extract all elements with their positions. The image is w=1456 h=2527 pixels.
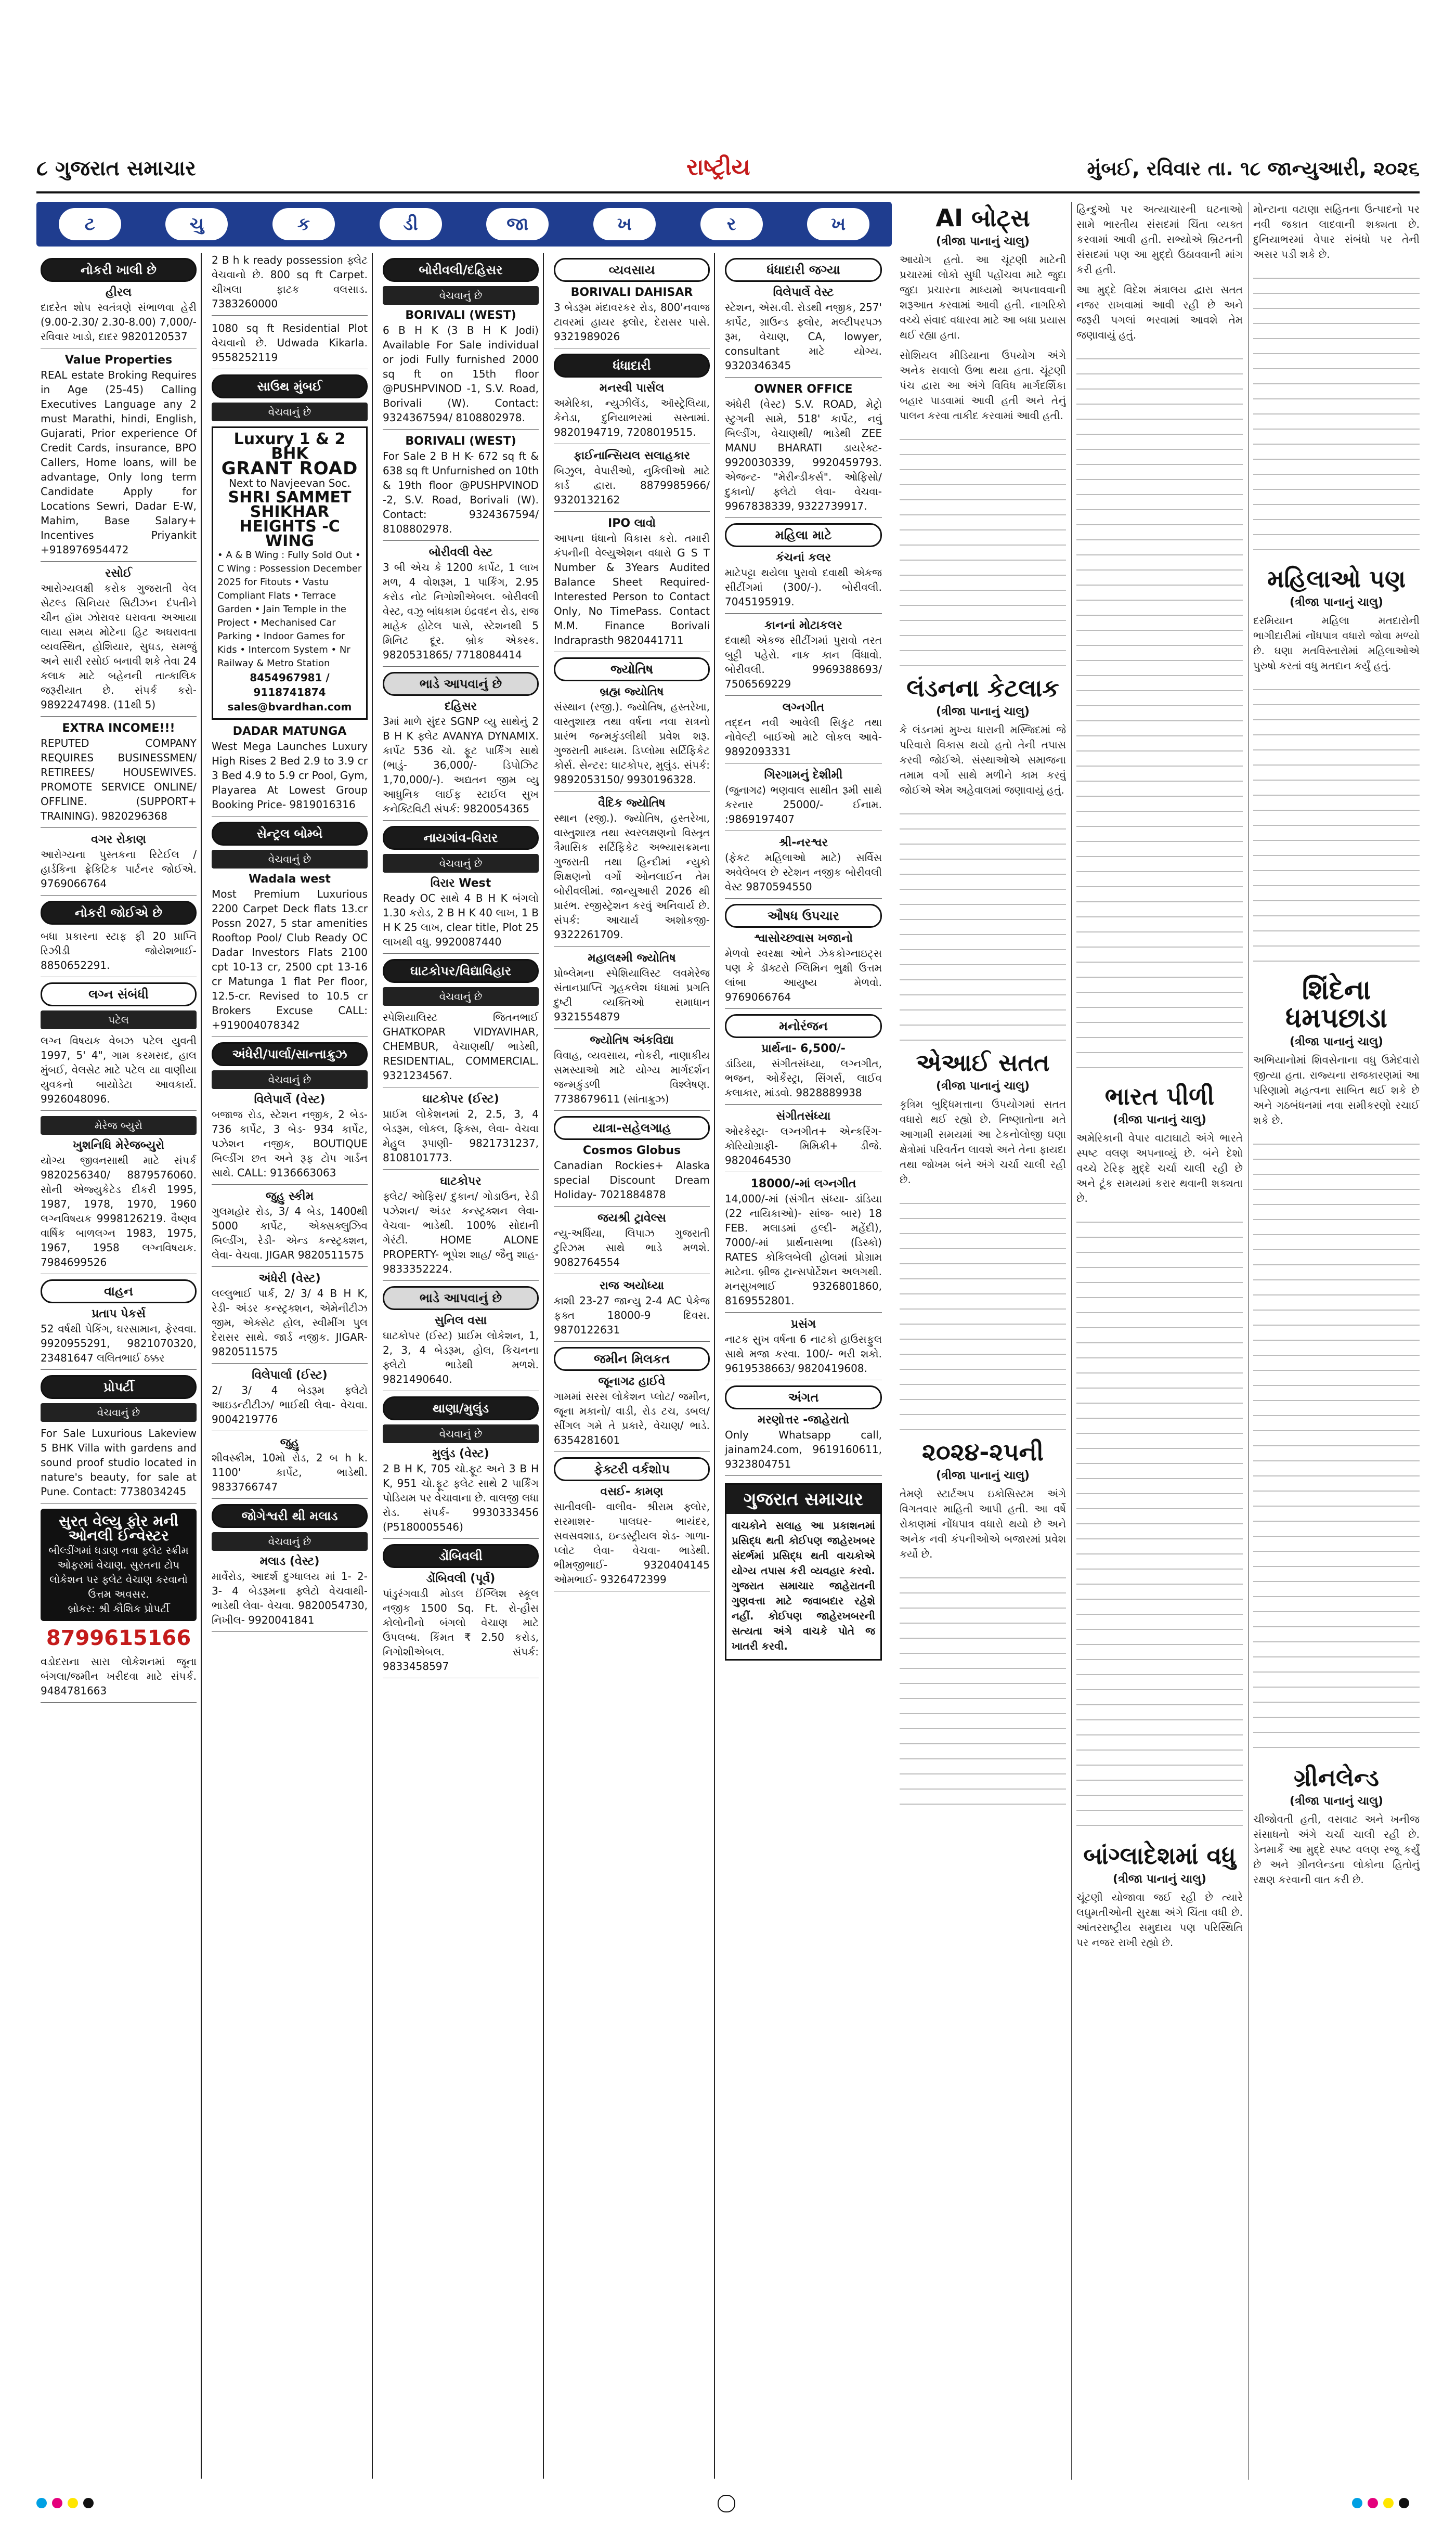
column-divider (1071, 202, 1072, 2480)
story-body-text (900, 429, 1066, 668)
ad-title: બ્રહ્મ જ્યોતિષ (600, 685, 664, 698)
ad-text: ડાંડિયા, સંગીતસંધ્યા, લગ્નગીત, ભજન, ઓર્કેસ્ટ્રા, સિંગર્સ, લાઈવ કલાકાર, માંડવો. 9828889938 (725, 1056, 882, 1105)
ad-text: તદ્દન નવી આવેલી સિકુટ તથા નોવેલ્ટી બાઈઓ માટે લોકલ આવે- 9892093331 (725, 715, 882, 763)
ad-title: EXTRA INCOME!!! (62, 722, 175, 735)
registration-dot (68, 2498, 78, 2508)
classified-column-5 (721, 253, 886, 2479)
story-paragraph: આ મુદ્દે વિદેશ મંત્રાલય દ્વારા સતત નજર રાખવામાં આવી રહી છે અને જરૂરી પગલાં ભરવામાં આવશે તેમ જણાવાયું હતું. (1076, 283, 1243, 341)
section-header-medical: ઔષધ ઉપચાર (725, 904, 882, 928)
ad-title: ગિરગામનું દેશીમી (764, 769, 843, 782)
ad-text: મેળવો સ્વરક્ષા ઓને ઝેકકોગ્નાઇટ્સ પણ કે ડૉક્ટરો ગ્લિમિન ભુક્ષી ઉત્તમ લાંબા આયુષ્ય મેળવો. 9769066764 (725, 946, 882, 1009)
story-headline: ભારત પીળી (1104, 1082, 1215, 1110)
ad-title: Cosmos Globus (582, 1144, 681, 1157)
ad-text: દાદરેત શોપ સ્વતંત્રણે સંભાળવા હેરી (9.00-2.30/ 2.30-8.00) 7,000/- રવિવાર ખાડો, દાદર 9820120537 (41, 300, 197, 348)
ad-text: આરોગ્યલક્ષી કરોક ગુજરાતી વેલ સેટલ્ડ સિનિયર સિટીઝન દંપતીને ચીન હૉમ ઝોરાવર ઘરાવતા અઆયા લાયા સમય મોટેના હિટ અઘરાવતા વ્યવસ્થિત, હોશિયાર, સુઘડ, સમજું અને સારી રસોઈ બનાવી શકે તેવા 24 કલાક માટે બહેનની તાત્કાલિક જરૂરીયાત છે. સંપર્ક કરો- 9892247498. (11થી 5) (41, 581, 197, 717)
story-body-text (1253, 679, 1420, 970)
ad-title: BORIVALI (WEST) (405, 435, 516, 448)
ad-title: વિલેપાર્લા (ઈસ્ટ) (252, 1369, 328, 1382)
registration-dot (83, 2498, 94, 2508)
column-divider (1248, 202, 1249, 2480)
reader-notice (725, 1483, 882, 1661)
subsection-header: વેચવાનું છે (212, 1070, 368, 1089)
section-header-naigaon: નાયગાંવ-વિરાર (383, 826, 539, 850)
ad-title: મનસ્વી પાર્સલ (599, 382, 665, 395)
issue-date: મુંબઈ, રવિવાર તા. ૧૮ જાન્યુઆરી, ૨૦૨૬ (1087, 157, 1420, 180)
ad-text: સ્થાન (રજી.). જ્યોતિષ, હસ્તરેખા, વાસ્તુશાસ્ત્ર તથા સ્વરલક્ષણનો વિસ્તૃત ત્રૈમાસિક સર્ટિફિકેટ અભ્યાસક્રમના ગુજરાતી તથા હિન્દીમાં ન્યુકો શિક્ષણનો વર્ગો ઓનલાઈન તેમ બોરીવલીમાં. જાન્યુઆરી 2026 થી પ્રારંભ. રજીસ્ટ્રેશન કરવું અનિવાર્ય છે. સંપર્ક: આચાર્ય અશોકજી- 9322261709. (554, 811, 710, 947)
ad-text: For Sale Luxurious Lakeview 5 BHK Villa with gardens and sound proof studio located in nature's beauty, for sale at Pune. Contact: 7738034245 (41, 1426, 197, 1504)
ad-text: લગ્ન વિષયક વેબઝ પટેલ યુવતી 1997, 5' 4", ગામ કરમસદ, હાલ મુંબઈ, વેલસેટ માટે પટેલ યા વાણીયા યુવકનો બાયોડેટા આવકાર્ય. 9926048096. (41, 1033, 197, 1111)
ad-title: સુનિલ વસા (434, 1314, 487, 1327)
ad-title: પ્રતાપ પેકર્સ (92, 1307, 146, 1320)
masthead (36, 156, 1420, 192)
story-paragraph: કે લંડનમાં મુખ્ય ધારાની મસ્જિદમાં જે પરિવારો વિકાસ થયો હતો તેની તપાસ કરવી જોઈએ. સંસ્થાઓએ સમાજના તમામ વર્ગો સાથે મળીને કામ કરવું જોઈએ એમ અહેવાલમાં જણાવાયું હતું. (900, 723, 1066, 796)
section-header-wanted: નોકરી જોઈએ છે (41, 901, 197, 925)
ad-text: REPUTED COMPANY REQUIRES BUSINESSMEN/ RETIREES/ HOUSEWIVES. PROMOTE SERVICE ONLINE/ OFFLINE. (SUPPORT+ TRAINING). 9820296368 (41, 736, 197, 828)
ad-text: REAL estate Broking Requires in Age (25-45) Calling Executives Language any 2 must Marathi, hindi, English, Gujarati, Prior experience Of Credit Cards, insurance, BPO Callers, Home loans, will be advantage, Only long term Candidate Apply for Locations Sewri, Dadar E-W, Mahim, Base Salary+ Incentives Priyankit +918976954472 (41, 368, 197, 562)
registration-mark (718, 2495, 735, 2512)
story-headline: ગ્રીનલેન્ડ (1293, 1764, 1380, 1792)
story-body-text (900, 1193, 1066, 1432)
subsection-header: વેચવાનું છે (383, 286, 539, 305)
ad-title: કાનનાં મોટાકલર (764, 619, 842, 632)
story-paragraph: મોન્ટાના વટાણા સહિતના ઉત્પાદનો પર નવી જકાત લાદવાની શક્યતા છે. દુનિયાભરમાં વેપાર સંબંધો પર તેની અસર પડી શકે છે. (1253, 203, 1420, 261)
story-continued: (ત્રીજા પાનાનું ચાલુ) (1290, 1795, 1383, 1808)
story-continued: (ત્રીજા પાનાનું ચાલુ) (1113, 1113, 1206, 1126)
ad-text: 3માં માળે સુંદર SGNP વ્યુ સાથેનું 2 B H K ફ્લેટ AVANYA DYNAMIX. કાર્પેટ 536 ચો. ફૂટ પાર્કિંગ સાથે (ભાડું- 36,000/- ડિપોઝિટ 1,70,000/-). અદ્યતન જીમ વ્યુ આધુનિક લાઈફ સ્ટાઈલ સુખ કનેક્ટિવિટી સંપર્ક: 9820054365 (383, 714, 539, 821)
ad-text: Ready OC સાથે 4 B H K બંગલો 1.30 કરોડ, 2 B H K 40 લાખ, 1 B H K 25 લાખ, clear title, Plot 25 લાખથી વધુ. 9920087440 (383, 891, 539, 954)
classified-column-3 (379, 253, 544, 2479)
ad-text: પ્રોબ્લેમના સ્પેશિયાલિસ્ટ લવમેરેજ સંતાનપ્રાપ્તિ ગૃહકલેશ ધંધામાં પ્રગતિ દુષ્ટી વ્યક્તિઓ સમાધાન 9321554879 (554, 966, 710, 1029)
ad-title: શ્વાસોચ્છ્વાસ ખજાનો (754, 932, 853, 945)
subsection-header: વેચવાનું છે (41, 1403, 197, 1422)
ad-text: બિઝુલ, વેપારીઓ, નુકિલીઓ માટે કાર્ડ દ્વારા. 8879985966/ 9320132162 (554, 463, 710, 512)
ad-contact: 8454967981 / 9118741874 sales@bvardhan.com (227, 671, 352, 713)
banner-letter: ર (700, 208, 763, 240)
section-header-central-bombay: સેન્ટ્રલ બોમ્બે (212, 822, 368, 846)
ad-text: સ્પેશિયાલિસ્ટ જિતનભાઈ GHATKOPAR VIDYAVIHAR, CHEMBUR, વેચાણથી/ ભાડેથી, RESIDENTIAL, COMMERCIAL. 9321234567. (383, 1010, 539, 1087)
ad-text: દવાથી એકજ સીટીંગમાં પુરાવો તરત બુટ્ટી પહેરો. નાક કાન વિંધાવો. બોરીવલી. 9969388693/ 7506569229 (725, 633, 882, 696)
ad-title: DADAR MATUNGA (232, 725, 347, 738)
ad-title: લગ્નગીત (782, 701, 825, 714)
ad-title: BORIVALI DAHISAR (570, 286, 693, 299)
ad-title: વૈદિક જ્યોતિષ (598, 797, 666, 810)
ad-title: અંધેરી (વેસ્ટ) (258, 1272, 321, 1285)
print-color-bar (0, 2494, 1456, 2515)
ad-title: ખુશનિધિ મેરેજબ્યુરો (72, 1139, 165, 1152)
ad-text: સ્ટેશન, એસ.વી. રોડથી નજીક, 257' કાર્પેટ, ગ્રાઉન્ડ ફ્લોર, મલ્ટીપરપઝ રૂમ, વેચાણ, CA, lowyer, consultant માટે યોગ્ય. 9320346345 (725, 300, 882, 378)
ad-title: વગર રોકાણ (91, 833, 146, 846)
subsection-header: વેચવાનું છે (212, 1532, 368, 1551)
story-continued: (ત્રીજા પાનાનું ચાલુ) (936, 1469, 1030, 1482)
ad-contact: બ્રોકર: શ્રી કૌશિક પ્રોપર્ટી (68, 1602, 170, 1615)
section-header-land: જમીન મિલકત (554, 1347, 710, 1371)
ad-title: કંચનાં કલર (775, 551, 831, 564)
ad-text: 1080 sq ft Residential Plot વેચવાનો છે. Udwada Kikarla. 9558252119 (212, 321, 368, 369)
ad-title: BORIVALI (WEST) (405, 309, 516, 322)
news-section (900, 202, 1420, 2480)
ad-title: IPO લાવો (608, 517, 656, 530)
section-header-dhandho: ધંધાદારી (554, 354, 710, 378)
ad-title: Value Properties (64, 354, 173, 367)
section-header-factory: ફેક્ટરી વર્કશોપ (554, 1457, 710, 1481)
ad-title: જુહુ સ્કીમ (265, 1190, 314, 1203)
story-body-text (900, 803, 1066, 1042)
ad-title: વિલેપાર્લે (વેસ્ટ) (254, 1093, 326, 1106)
story-paragraph: કૃત્રિમ બુદ્ધિમત્તાના ઉપયોગમાં સતત વધારો થઈ રહ્યો છે. નિષ્ણાતોના મતે આગામી સમયમાં આ ટેકનોલોજી ઘણા ક્ષેત્રોમાં પરિવર્તન લાવશે અને તેના ફાયદા તથા જોખમ બંને અંગે ચર્ચા ચાલી રહી છે. (900, 1098, 1066, 1186)
section-header-property: પ્રોપર્ટી (41, 1375, 197, 1399)
subsection-header: વેચવાનું છે (383, 1424, 539, 1443)
ad-title: હીરલ (106, 286, 132, 299)
ad-title: મહાલક્ષ્મી જ્યોતિષ (588, 952, 676, 965)
banner-letter: ખ (593, 208, 656, 240)
masthead-left (36, 156, 196, 180)
ad-text: યોગ્ય જીવનસાથી માટે સંપર્ક 9820256340/ 8879576060. સોની એજ્યુકેટેડ દીકરી 1995, 1987, 1978, 1970, 1960 લગ્નવિષયક 9998126219. વૈષ્ણવ વાર્ષિક બાળલગ્ન 1983, 1975, 1967, 1958 લગ્નવિષયક. 7984699526 (41, 1153, 197, 1274)
section-header-jogeshwari: જોગેશ્વરી થી મલાડ (212, 1504, 368, 1528)
ad-text: માર્વેરોડ, આદર્શ દુગ્ધાલય માં 1- 2- 3- 4 બેડરૂમના ફ્લેટો વેચવાથી-ભાડેથી લેવા- વેચવા. 9820054730, નિખીલ- 9920041841 (212, 1569, 368, 1632)
ad-title: મુલુંડ (વેસ્ટ) (432, 1447, 489, 1460)
ad-text: ગામમાં સરસ લોકેશન પ્લોટ/ જમીન, જૂના મકાનો/ વાડી, રોડ ટચ, ડબલ/ સીંગલ ગમે તે પ્રકારે, વેચાણ/ ભાડે. 6354281601 (554, 1389, 710, 1452)
classified-column-4 (550, 253, 715, 2479)
ad-text: સાતીવલી- વાલીવ- શ્રીરામ ફ્લોર, સરમાશર- પાલઘર- ભાયંદર, સવસવશાડ, ઇન્ડસ્ટ્રીયલ શેડ- ગાળા-પ્લોટ લેવા- વેચવા- ભાડેથી. ભીમજીભાઈ- 9320404145 ઓમભાઈ- 9326472399 (554, 1499, 710, 1591)
subsection-header: વેચવાનું છે (212, 850, 368, 869)
section-header-marriage: લગ્ન સંબંધી (41, 982, 197, 1006)
ad-title: જ્યોતિષ અંકવિદ્યા (590, 1034, 674, 1047)
registration-dot (1383, 2498, 1394, 2508)
ad-text: કાશી 23-27 જાન્યુ 2-4 AC પેકેજ ફક્ત 18000-9 દિવસ. 9870122631 (554, 1293, 710, 1342)
ad-title: 18000/-માં લગ્નગીત (750, 1177, 856, 1190)
ad-text: અમેરિકા, ન્યુઝીલેંડ, ઑસ્ટ્રેલિયા, કેનેડા, દુનિયાભરમાં સસ્તામાં. 9820194719, 7208019515. (554, 396, 710, 444)
section-header-borivali: બોરીવલી/દહિસર (383, 258, 539, 282)
section-header-rent: ભાડે આપવાનું છે (383, 1286, 539, 1310)
banner-letter: જા (486, 208, 549, 240)
ad-text: આપના ધંધાનો વિકાસ કરો. તમારી કંપનીની વેલ્યુએશન વધારો G S T Number & 3Years Audited Balance Sheet Required- Interested Person to Contact Only, No TimePass. Contact M.M. Finance Borivali Indraprasth 9820441711 (554, 531, 710, 652)
ad-title: સંગીતસંધ્યા (776, 1110, 831, 1123)
subsection-header: વેચવાનું છે (212, 403, 368, 421)
page-number: ૮ (36, 156, 48, 180)
ad-title: મરણોત્તર -જાહેરાતો (757, 1414, 850, 1427)
story-continued: (ત્રીજા પાનાનું ચાલુ) (936, 235, 1030, 248)
ad-text: નાટક સુખ વર્ષના 6 નાટકો હાઉસફુલ સાથે મજા કરવા. 100/- ભરી શકો. 9619538663/ 9820419608. (725, 1332, 882, 1380)
banner-letter: ચુ (165, 208, 228, 240)
ad-features: • A & B Wing : Fully Sold Out • C Wing : Possession December 2025 for Fitouts • Vastu Compliant Flats • Terrace Garden • Jain Temple in the Project • Mechanised Car Parking • Indoor Games for Kids • Intercom System • Nr Railway & Metro Station (217, 550, 362, 669)
story-continued: (ત્રીજા પાનાનું ચાલુ) (936, 1080, 1030, 1093)
classified-banner (36, 202, 892, 247)
classified-section (36, 253, 892, 2479)
section-header-travel: યાત્રા-સહેલગાહ (554, 1116, 710, 1140)
story-paragraph: સોશિયલ મીડિયાના ઉપયોગ અંગે અનેક સવાલો ઉભા થયા હતા. ચૂંટણી પંચ દ્વારા આ અંગે વિવિધ માર્ગદર્શિકા બહાર પાડવામાં આવી હતી અને તેનું પાલન કરવા તાકીદ કરવામાં આવી હતી. (900, 349, 1066, 422)
section-header-thane: થાણા/મુલુંડ (383, 1396, 539, 1420)
story-body-text (1253, 1133, 1420, 1757)
story-paragraph: ચીજોવતી હતી, વસવાટ અને ખનીજ સંસાધનો અંગે ચર્ચા ચાલી રહી છે. ડેનમાર્કે આ મુદ્દે સ્પષ્ટ વલણ રજૂ કર્યું છે અને ગ્રીનલેન્ડના લોકોના હિતોનું રક્ષણ કરવાની વાત કરી છે. (1253, 1813, 1420, 1886)
ad-text: ફ્લેટ/ ઓફિસ/ દુકાન/ ગોડાઉન, રેડી પઝેશન/ અંડર કન્સ્ટ્રક્શન લેવા- વેચવા- ભાડેથી. 100% સોદાની ગેરંટી. HOME ALONE PROPERTY- ભૂપેશ શાહ/ જૈનુ શાહ- 9833352224. (383, 1189, 539, 1281)
ad-title: રાજ અયોધ્યા (599, 1279, 665, 1292)
ad-title: જયશ્રી ટ્રાવેલ્સ (597, 1212, 666, 1225)
ad-title: બોરીવલી વેસ્ટ (428, 546, 493, 559)
paper-name: ગુજરાત સમાચાર (55, 156, 196, 180)
section-header-ghatkopar: ઘાટકોપર/વિદ્યાવિહાર (383, 959, 539, 983)
section-title: રાષ્ટ્રીય (686, 154, 750, 180)
ad-title: દહિસર (444, 700, 477, 713)
ad-text: પાંડુરંગવાડી મોડલ ઈંગ્લિશ સ્કૂલ નજીક 1500 Sq. Ft. રો-હૌસ કોલોનીનો બંગલો વેચાણ માટે ઉપલબ્ધ. કિંમત ₹ 2.50 કરોડ, નિગોશીએબલ. સંપર્ક: 9833458597 (383, 1586, 539, 1678)
story-continued: (ત્રીજા પાનાનું ચાલુ) (1113, 1873, 1206, 1886)
notice-masthead: ગુજરાત સમાચાર (726, 1485, 880, 1514)
registration-dot (36, 2498, 47, 2508)
ad-title: વિલેપાર્લે વેસ્ટ (773, 286, 834, 299)
ad-text: બધા પ્રકારના સ્ટાફ ફી 20 પ્રાપ્તિ રિઝીડી જોયેશભાઈ- 8850652291. (41, 929, 197, 977)
ad-title: OWNER OFFICE (754, 383, 853, 396)
ad-title: શ્રી-નરશ્વર (779, 836, 828, 849)
ad-text: West Mega Launches Luxury High Rises 2 Bed 2.9 to 3.9 cr 3 Bed 4.9 to 5.9 cr Pool, Gym, Playarea At Lowest Group Booking Price- 9819016316 (212, 739, 368, 817)
ad-subtitle: Next to Navjeevan Soc. (228, 477, 350, 489)
ad-title: પ્રાર્થના- 6,500/- (761, 1042, 846, 1055)
ad-phone: 8799615166 (46, 1626, 191, 1650)
ad-text: પ્રાઈમ લોકેશનમાં 2, 2.5, 3, 4 બેડરૂમ, લોકલ, ફિક્સ, લેવા- વેચવા મેહુલ રૂપાણી- 9821731237, 8108101773. (383, 1107, 539, 1170)
ad-title: ઘાટકોપર (440, 1175, 482, 1188)
ad-text: 2 B h k ready possession ફ્લેટ વેચવાનો છે. 800 sq ft Carpet. ચીખલા ફાટક વલસાડ. 7383260000 (212, 253, 368, 316)
story-headline: મહિલાઓ પણ (1267, 565, 1406, 593)
ad-title: ફાઈનાન્સિયલ સલાહકાર (574, 449, 690, 462)
ad-text: 3 બી એચ કે 1200 કાર્પેટ, 1 લાખ મળ, 4 વોશરૂમ, 1 પાર્કિંગ, 2.95 કરોડ નોટ નિગોશીએબલ. બોરીવલી વેસ્ટ, વઝુ બાંધકામ ઇંદ્રવદન રોડ, રાજ માહેક હોટેલ પાસે, સ્ટેશનથી 5 મિનિટ દૂર. બ્રોક એક્સ્ક. 9820531865/ 7718084414 (383, 560, 539, 667)
section-header-dombivli: ડોંબિવલી (383, 1544, 539, 1568)
ad-text: ઓરકેસ્ટ્રા- લગ્નગીત+ એન્કરિંગ- કોરિયોગ્રાફી- મિમિક્રી+ ડીજે. 9820464530 (725, 1124, 882, 1172)
ad-text: (જુનાગઢ) ભણવાલ સાથીત રૂમી સાથે કરનાર 25000/- ઈનામ. :9869197407 (725, 783, 882, 831)
ad-headline: GRANT ROAD (221, 458, 358, 479)
story-continued: (ત્રીજા પાનાનું ચાલુ) (936, 705, 1030, 718)
ad-text: અંધેરી (વેસ્ટ) S.V. ROAD, મેટ્રો સ્ટુગની સામે, 518' કાર્પેટ, નવું બિલ્ડીંગ, વેચાણથી/ ભાડેથી ZEE MANU BHARATI ડાયરેક્ટ- 9920030339, 9920459793. એજન્ટ- "મેરીન્ડીકર્સ". ઓફિસો/ દુકાનો/ ફ્લેટો લેવા- વેચવા- 9967838339, 9322739917. (725, 397, 882, 518)
story-body-text (1076, 348, 1243, 1076)
ad-title: રસોઈ (105, 567, 132, 580)
banner-letter: ડી (380, 208, 442, 240)
story-paragraph: હિન્દુઓ પર અત્યાચારની ઘટનાઓ સામે ભારતીય સંસદમાં ચિંતા વ્યક્ત કરવામાં આવી હતી. સભ્યોએ બ્રિટનની સંસદમાં પણ આ મુદ્દો ઉઠાવવાની માંગ કરી હતી. (1076, 203, 1243, 276)
ad-title: વસઈ- કામણ (600, 1485, 664, 1498)
story-headline: શિંદેના ધમપછાડા (1285, 975, 1387, 1034)
story-paragraph: આયોગ હતો. આ ચૂંટણી માટેની પ્રચારમાં લોકો સુધી પહોંચવા માટે જુદા જુદા પ્રચારના માધ્યમો અપનાવવાની શરૂઆત કરવામાં આવી હતી. નાગરિકો વચ્ચે સંવાદ વધારવા માટે આ બધા પ્રયાસ થઈ રહ્યા હતા. (900, 253, 1066, 341)
section-header-rent: ભાડે આપવાનું છે (383, 672, 539, 696)
subsection-header: વેચવાનું છે (383, 987, 539, 1006)
registration-dot (52, 2498, 62, 2508)
section-header-women: મહિલા માટે (725, 523, 882, 547)
story-headline: AI બોટ્સ (935, 204, 1030, 232)
registration-dot (1352, 2498, 1362, 2508)
ad-text: બજાજ રોડ, સ્ટેશન નજીક, 2 બેડ- 736 કાર્પેટ, 3 બેડ- 934 કાર્પેટ, પઝેશન નજીક, BOUTIQUE બિલ્ડીંગ છત અને રૂફ ટોપ ગાર્ડન સાથે. CALL: 9136663063 (212, 1107, 368, 1185)
story-paragraph: અભિયાનોમાં શિવસેનાના વધુ ઉમેદવારો જીત્યા હતા. રાજ્યના રાજકારણમાં આ પરિણામો મહત્વના સાબિત થઈ શકે છે અને ગઠબંધનમાં નવા સમીકરણો રચાઈ શકે છે. (1253, 1054, 1420, 1126)
display-ad-surat (41, 1509, 197, 1621)
ad-text: Canadian Rockies+ Alaska special Discount Dream Holiday- 7021884878 (554, 1158, 710, 1207)
news-column-3 (1253, 202, 1420, 2480)
ad-text: ગુલમહોર રોડ, 3/ 4 બેડ, 1400થી 5000 કાર્પેટ, એક્સક્લુઝિવ બિલ્ડીંગ, રેડી- એન્ડ કન્સ્ટ્રક્શન, લેવા- વેચવા. JIGAR 9820511575 (212, 1204, 368, 1267)
ad-title: મલાડ (વેસ્ટ) (259, 1555, 320, 1568)
ad-text: વડોદરાના સારા લોકેશનમાં જૂના બંગલા/જમીન ખરીદવા માટે સંપર્ક. 9484781663 (41, 1654, 197, 1703)
news-column-2 (1076, 202, 1243, 2480)
ad-text: 14,000/-માં (સંગીત સંધ્યા- ડાંડિયા (22 નાયિકાઓ)- સાંજ- બાર) 18 FEB. મલાડમાં હલ્દી- મહેંદી), 7000/-માં પ્રાર્થનાસભા (ડિસ્કો) RATES કોકિલબેલી હોલમાં પ્રોગ્રામ માટેના. બ્રીજ ટ્રાન્સપોર્ટેશન અલગથી. મનસુખભાઈ 9326801860, 8169552801. (725, 1191, 882, 1313)
banner-letter: ટ (59, 208, 121, 240)
ad-title: ઘાટકોપર (ઈસ્ટ) (422, 1093, 499, 1106)
story-body-text (1253, 267, 1420, 559)
subsection-header: વેચવાનું છે (383, 854, 539, 873)
ad-title: વિરાર West (430, 877, 491, 890)
ad-text: Only Whatsapp call, jainam24.com, 9619160611, 9323804751 (725, 1428, 882, 1476)
ad-title: જુહુ (280, 1436, 300, 1449)
display-ad-grant-road (212, 426, 368, 720)
story-paragraph: અમેરિકાની વેપાર વાટાઘાટો અંગે ભારતે સ્પષ્ટ વલણ અપનાવ્યું છે. બંને દેશો વચ્ચે ટેરિફ મુદ્દે ચર્ચા ચાલી રહી છે અને ટૂંક સમયમાં કરાર થવાની શક્યતા છે. (1076, 1132, 1243, 1204)
ad-text: ન્યુ-અર્ધિયા, લિપાઝ ગુજરાતી ટુરિઝમ સાથે ભાડે મળશે. 9082764554 (554, 1226, 710, 1274)
story-paragraph: તેમણે સ્ટાર્ટઅપ ઇકોસિસ્ટમ અંગે વિગતવાર માહિતી આપી હતી. આ વર્ષે રોકાણમાં નોંધપાત્ર વધારો થયો છે અને અનેક નવી કંપનીઓએ બજારમાં પ્રવેશ કર્યો છે. (900, 1487, 1066, 1560)
story-headline: લંડનના કેટલાક (906, 674, 1059, 702)
story-body-text (1076, 1211, 1243, 1835)
ad-headline: સુરત વેલ્યુ ફોર મની ઓનલી ઈન્વેસ્ટર (58, 1512, 178, 1544)
ad-text: Most Premium Luxurious 2200 Carpet Deck flats 13.cr Possn 2027, 5 star amenities Rooftop Pool/ Club Ready OC Dadar Investors Flats 2100 cpt 10-13 cr, 2500 cpt 13-16 cr Matunga 1 flat Per floor, 12.5-cr. Revised to 10.5 cr Brokers Excuse CALL: +919004078342 (212, 887, 368, 1037)
ad-title: જૂનાગઢ હાઈવે (598, 1375, 666, 1388)
ad-text: બીલ્ડીંગમાં ધડાણ નવા ફ્લેટ સ્ક્રીમ ઓફરમાં વેચાણ. સુરતના ટોપ લોકેશન પર ફ્લેટ વેચાણ કરવાનો ઉત્તમ અવસર. (48, 1544, 189, 1600)
banner-letter: ખ (807, 208, 869, 240)
story-headline: ૨૦૨૪-૨૫ની (922, 1438, 1044, 1466)
story-body-text (900, 1567, 1066, 1806)
section-header-south-mumbai: સાઉથ મુંબઈ (212, 374, 368, 398)
story-paragraph: ચૂંટણી યોજાવા જઈ રહી છે ત્યારે લઘુમતીઓની સુરક્ષા અંગે ચિંતા વધી છે. આંતરરાષ્ટ્રીય સમુદાય પણ પરિસ્થિતિ પર નજર રાખી રહ્યો છે. (1076, 1891, 1243, 1949)
story-continued: (ત્રીજા પાનાનું ચાલુ) (1290, 596, 1383, 609)
news-column-1 (900, 202, 1066, 2480)
ad-text: (ફેકટ મહિલાઓ માટે) સર્વિસ અવેલેબલ છે સ્ટેશન નજીક બોરીવલી વેસ્ટ 9870594550 (725, 850, 882, 899)
section-header-business: વ્યવસાય (554, 258, 710, 282)
section-header-vehicle: વાહન (41, 1279, 197, 1303)
subsection-header: પટેલ (41, 1010, 197, 1029)
ad-text: વિવાહ, વ્યવસાય, નોકરી, નાણાકીય સમસ્યાઓ માટે યોગ્ય માર્ગદર્શન જન્મકુંડળી વિશ્લેષણ. 7738679611 (સાંતાક્રુઝ) (554, 1048, 710, 1111)
story-headline: બાંગ્લાદેશમાં વધુ (1083, 1842, 1236, 1870)
ad-text: માટેપટ્ટા થયેલા પુરાવો દવાથી એકજ સીટીંગમાં (300/-). બોરીવલી. 7045195919. (725, 565, 882, 614)
ad-text: 3 બેડરૂમ મંદાવરકર રોડ, 800'નવાજ ટાવરમાં હાયર ફ્લોર, દેરાસર પાસે. 9321989026 (554, 300, 710, 348)
masthead-rule (36, 191, 1420, 193)
ad-text: સંસ્થાન (રજી.). જ્યોતિષ, હસ્તરેખા, વાસ્તુશાસ્ત્ર તથા વર્ષના નવા સત્રનો પ્રારંભ જન્મકુંડલીથી પ્રવેશ શરૂ. ગુજરાતી માધ્યમ. ડિપ્લોમા સર્ટિફિકેટ કોર્સ. સેન્ટર: ઘાટકોપર, મુલુંડ. સંપર્ક: 9892053150/ 9930196328. (554, 699, 710, 792)
ad-project-name: SHRI SAMMET SHIKHAR HEIGHTS -C WING (228, 488, 352, 550)
ad-text: 2/ 3/ 4 બેડરૂમ ફ્લેટો આઇડન્ટીટીઝ/ ભાઈથી લેવા- વેચવા. 9004219776 (212, 1383, 368, 1431)
section-header-personal: અંગત (725, 1385, 882, 1409)
ad-text: લલ્લુભાઈ પાર્ક, 2/ 3/ 4 B H K, રેડી- અંડર કન્સ્ટ્રક્શન, એમેનીટીઝ જીમ, એક્સેટ હોલ, સ્વીમીંગ પુલ દેરાસર સાથે. જાર્ડ નજીક. JIGAR- 9820511575 (212, 1286, 368, 1364)
ad-text: ઘાટકોપર (ઈસ્ટ) પ્રાઈમ લોકેશન, 1, 2, 3, 4 બેડરૂમ, હોલ, કિચનના ફ્લેટો ભાડેથી મળશે. 9821490640. (383, 1328, 539, 1391)
banner-letter: ક (272, 208, 335, 240)
ad-text: For Sale 2 B H K- 672 sq ft & 638 sq ft Unfurnished on 10th & 19th floor @PUSHPVINOD -2, S.V. Road, Borivali (W). Contact: 9324367594/ 8108802978. (383, 449, 539, 541)
story-continued: (ત્રીજા પાનાનું ચાલુ) (1290, 1035, 1383, 1048)
ad-title: ડોંબિવલી (પૂર્વ) (426, 1572, 496, 1585)
story-paragraph: દરમિયાન મહિલા મતદારોની ભાગીદારીમાં નોંધપાત્ર વધારો જોવા મળ્યો છે. ઘણા મતવિસ્તારોમાં મહિલાઓએ પુરુષો કરતાં વધુ મતદાન કર્યું હતું. (1253, 614, 1420, 672)
section-header-commercial-space: ધંધાદારી જગ્યા (725, 258, 882, 282)
ad-text: 6 B H K (3 B H K Jodi) Available For Sale individual or jodi Fully furnished 2000 sq ft on 15th floor @PUSHPVINOD -1, S.V. Road, Borivali (W). Contact: 9324367594/ 8108802978. (383, 323, 539, 430)
notice-text: વાચકોને સલાહ આ પ્રકાશનમાં પ્રસિદ્ધ થતી કોઈપણ જાહેરખબર સંદર્ભમાં પ્રસિદ્ધ થતી વાચકોએ યોગ્ય તપાસ કરી વ્યવહાર કરવો. ગુજરાત સમાચાર જાહેરાતની ગુણવત્તા માટે જવાબદાર રહેશે નહીં. કોઈપણ જાહેરખબરની સત્યતા અંગે વાચકે પોતે જ ખાતરી કરવી. (732, 1519, 875, 1652)
ad-text: 2 B H K, 705 ચો.ફૂટ અને 3 B H K, 951 ચો.ફૂટ ફ્લેટ સાથે 2 પાર્કિંગ પોડિયમ પર વેચાવાના છે. વાલજી લધા રોડ. સંપર્ક- 9930333456 (P5180005546) (383, 1461, 539, 1539)
classified-column-2 (207, 253, 373, 2479)
section-header-andheri: અંધેરી/પાર્લા/સાન્તાક્રુઝ (212, 1042, 368, 1066)
registration-dot (1399, 2498, 1409, 2508)
subsection-header: મેરેજ બ્યુરો (41, 1116, 197, 1135)
ad-text: 52 વર્ષથી પેકિંગ, ઘરસામાન, ફેરવવા. 9920955291, 9821070320, 23481647 લલિતભાઈ ઠક્કર (41, 1321, 197, 1370)
ad-headline: Luxury 1 & 2 BHK (233, 430, 346, 463)
ad-title: Wadala west (249, 873, 331, 886)
story-headline: એઆઈ સતત (916, 1048, 1050, 1077)
section-header-astrology: જ્યોતિષ (554, 657, 710, 681)
section-header-entertainment: મનોરંજન (725, 1014, 882, 1038)
registration-dot (1368, 2498, 1378, 2508)
classified-column-1 (36, 253, 202, 2479)
ad-text: આરોગ્યના પુસ્તકના રિટેઈલ / હાર્ડકિના ફ્રેકિટિક પાર્ટનર જોઈએ. 9769066764 (41, 847, 197, 896)
ad-title: પ્રસંગ (790, 1318, 816, 1331)
section-header-jobs: નોકરી ખાલી છે (41, 258, 197, 282)
ad-text: શીવસ્ક્રીમ, 10મો રોડ, 2 બ h k. 1100' કાર્પેટ, ભાડેથી. 9833766747 (212, 1450, 368, 1499)
